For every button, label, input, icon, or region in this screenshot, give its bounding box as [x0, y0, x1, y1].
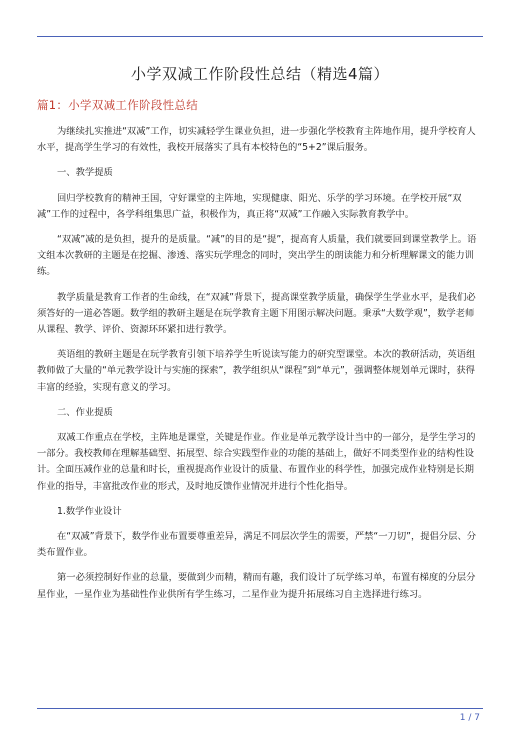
paragraph: 教学质量是教育工作者的生命线，在“双减”背景下，提高课堂教学质量，确保学生学业水平，是我们必须答好的一道必答题。数学组的教研主题是在玩学教育主题下用图示解决问题。秉承“大数学观”，数学老师从课程、教学、评价、资源环环紧扣进行教学。 [37, 291, 476, 336]
paragraph: 在“双减”背景下，数学作业布置要尊重差异，满足不同层次学生的需要，严禁“一刀切”，提倡分层、分类布置作业。 [37, 531, 477, 559]
section-heading: 篇1：小学双减工作阶段性总结 [37, 98, 199, 112]
paragraph: “双减”减的是负担，提升的是质量。“减”的目的是“提”，提高育人质量，我们就要回到课堂教学上。语文组本次教研的主题是在挖掘、渗透、落实玩学理念的同时，突出学生的朗读能力和分析理解课文的能力训练。 [37, 234, 477, 278]
footer-rule [37, 708, 483, 709]
paragraph: 回归学校教育的精神王国，守好课堂的主阵地，实现健康、阳光、乐学的学习环境。在学校开展“双减”工作的过程中，各学科组集思广益，积极作为，真正将“双减”工作融入实际教育教学中。 [37, 192, 462, 220]
paragraph: 为继续扎实推进“双减”工作，切实减轻学生课业负担，进一步强化学校教育主阵地作用，提升学校育人水平，提高学生学习的有效性，我校开展落实了具有本校特色的“5+2”课后服务。 [37, 126, 476, 154]
paragraph: 英语组的教研主题是在玩学教育引领下培养学生听说读写能力的研究型课堂。本次的教研活动，英语组教师做了大量的“单元教学设计与实施的探索”，教学组织从“课程”到“单元”，强调整体规划单元课时，获得丰富的经验，实现有意义的学习。 [37, 349, 476, 393]
subheading: 一、教学提质 [57, 167, 113, 179]
paragraph: 双减工作重点在学校，主阵地是课堂，关键是作业。作业是单元教学设计当中的一部分，是学生学习的一部分。我校教师在理解基础型、拓展型、综合实践型作业的功能的基础上，做好不同类型作业的结构性设计。全面压减作业的总量和时长，重视提高作业设计的质量、布置作业的科学性，加强完成作业特别是长期作业的指导，丰富批改作业的形式，及时地反馈作业情况并进行个性化指导。 [37, 432, 476, 492]
subheading: 二、作业提质 [57, 406, 113, 418]
document-body [37, 124, 483, 612]
document-title: 小学双减工作阶段性总结（精选4篇） [130, 65, 390, 83]
page-indicator: 1 / 7 [459, 713, 480, 723]
header-rule [37, 36, 483, 37]
paragraph: 第一必须控制好作业的总量，要做到少而精，精而有趣，我们设计了玩学练习单，布置有梯度的分层分星作业，一星作业为基础性作业供所有学生练习，二星作业为提升拓展练习自主选择进行练习。 [37, 572, 476, 600]
subheading: 1.数学作业设计 [57, 505, 122, 517]
